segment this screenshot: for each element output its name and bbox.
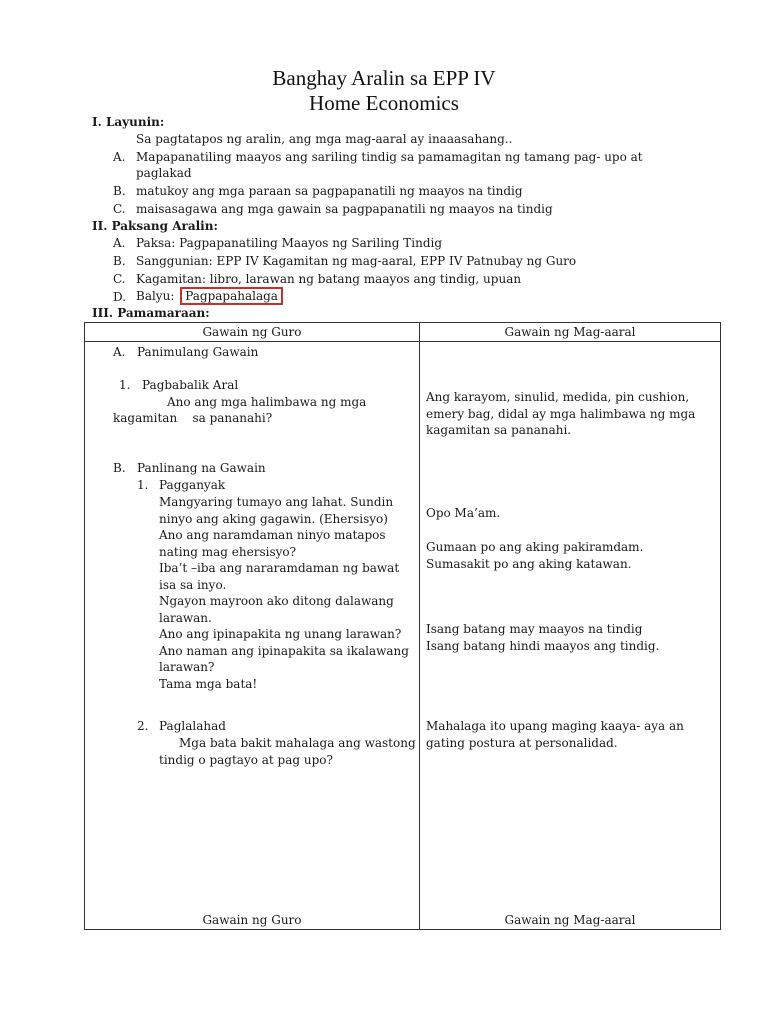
paglalahad-question-cont: tindig o pagtayo at pag upo? (159, 753, 333, 767)
list-marker: C. (113, 272, 126, 286)
document-title: Banghay Aralin sa EPP IV (272, 66, 496, 90)
list-marker: 1. (137, 478, 149, 492)
footer-label-mag-aaral: Gawain ng Mag-aaral (504, 913, 636, 927)
panimulang-gawain-label: Panimulang Gawain (137, 345, 259, 359)
list-marker: A. (113, 236, 126, 250)
pagbabalik-aral-label: Pagbabalik Aral (142, 378, 239, 392)
answer-line: Gumaan po ang aking pakiramdam. (426, 540, 644, 554)
student-answer-pakiramdam (426, 539, 643, 572)
pagganyak-line: ninyo ang aking gagawin. (Ehersisyo) (159, 511, 388, 526)
pagganyak-line: Ano ang naramdaman ninyo matapos (159, 528, 386, 542)
layunin-item-c: maisasagawa ang mga gawain sa pagpapanatili ng maayos na tindig (136, 202, 553, 216)
list-marker: 2. (137, 719, 149, 733)
list-marker: 1. (119, 378, 131, 392)
footer-label-guro: Gawain ng Guro (202, 913, 302, 927)
answer-line: emery bag, didal ay mga halimbawa ng mga (426, 406, 696, 421)
pagganyak-line: larawan. (159, 610, 212, 625)
student-answer-pagbabalik-aral (426, 389, 695, 439)
balyu-label: Balyu: (136, 289, 175, 303)
answer-line: Isang batang may maayos na tindig (426, 622, 643, 636)
answer-line: Ang karayom, sinulid, medida, pin cushion, (426, 390, 690, 404)
section-heading-layunin: I. Layunin: (92, 115, 165, 129)
balyu-value-highlight: Pagpapahalaga (180, 287, 283, 305)
list-marker: B. (113, 184, 126, 198)
pagbabalik-aral-question-cont: kagamitan sa pananahi? (113, 411, 273, 425)
pagbabalik-aral-question: Ano ang mga halimbawa ng mga (167, 395, 367, 409)
layunin-item-a-cont: paglakad (136, 166, 192, 180)
paksa-item-kagamitan: Kagamitan: libro, larawan ng batang maayos ang tindig, upuan (136, 272, 522, 286)
section-heading-pamamaraan: III. Pamamaraan: (92, 306, 210, 320)
pagganyak-line: larawan? (159, 660, 215, 674)
answer-line: gating postura at personalidad. (426, 735, 618, 750)
pagganyak-line: Iba’t –iba ang nararamdaman ng bawat (159, 561, 400, 575)
pamamaraan-table (84, 322, 721, 930)
list-marker: C. (113, 202, 126, 216)
list-marker: B. (113, 254, 126, 268)
answer-line: kagamitan sa pananahi. (426, 423, 572, 437)
panlinang-na-gawain-label: Panlinang na Gawain (137, 461, 266, 475)
pagganyak-line: Mangyaring tumayo ang lahat. Sundin (159, 495, 394, 509)
student-answer-mahalaga (426, 718, 684, 751)
answer-line: Mahalaga ito upang maging kaaya- aya an (426, 719, 684, 733)
student-answer-opo: Opo Ma’am. (426, 506, 501, 520)
pagganyak-line: Ano naman ang ipinapakita sa ikalawang (159, 643, 409, 658)
list-marker: A. (113, 150, 126, 164)
section-heading-paksang-aralin: II. Paksang Aralin: (92, 219, 218, 233)
pagganyak-line: Ano ang ipinapakita ng unang larawan? (159, 627, 402, 641)
pagganyak-line: Ngayon mayroon ako ditong dalawang (159, 594, 394, 608)
pagganyak-teacher-lines (159, 494, 412, 692)
layunin-item-b: matukoy ang mga paraan sa pagpapanatili ng maayos na tindig (136, 184, 523, 198)
pagganyak-line: Tama mga bata! (159, 676, 258, 691)
paglalahad-label: Paglalahad (159, 719, 226, 733)
document-subtitle: Home Economics (309, 91, 459, 115)
pagganyak-line: isa sa inyo. (159, 577, 227, 592)
student-answer-larawan (426, 621, 659, 654)
list-marker: A. (113, 345, 126, 359)
pagganyak-label: Pagganyak (159, 478, 226, 492)
guro-column (85, 342, 420, 930)
mag-aaral-column (420, 342, 721, 930)
answer-line: Isang batang hindi maayos ang tindig. (426, 638, 660, 653)
list-marker: D. (113, 290, 127, 304)
column-header-mag-aaral: Gawain ng Mag-aaral (420, 323, 721, 342)
layunin-item-a: Mapapanatiling maayos ang sariling tindig sa pamamagitan ng tamang pag- upo at (136, 150, 643, 164)
paglalahad-question: Mga bata bakit mahalaga ang wastong (179, 736, 416, 750)
pagganyak-line: nating mag ehersisyo? (159, 544, 297, 559)
layunin-intro: Sa pagtatapos ng aralin, ang mga mag-aaral ay inaaasahang.. (136, 132, 513, 146)
paksa-item-balyu (136, 288, 283, 304)
list-marker: B. (113, 461, 126, 475)
answer-line: Sumasakit po ang aking katawan. (426, 556, 632, 571)
paksa-item-paksa: Paksa: Pagpapanatiling Maayos ng Sariling Tindig (136, 236, 443, 250)
column-header-guro: Gawain ng Guro (85, 323, 420, 342)
paksa-item-sanggunian: Sanggunian: EPP IV Kagamitan ng mag-aaral, EPP IV Patnubay ng Guro (136, 254, 577, 268)
